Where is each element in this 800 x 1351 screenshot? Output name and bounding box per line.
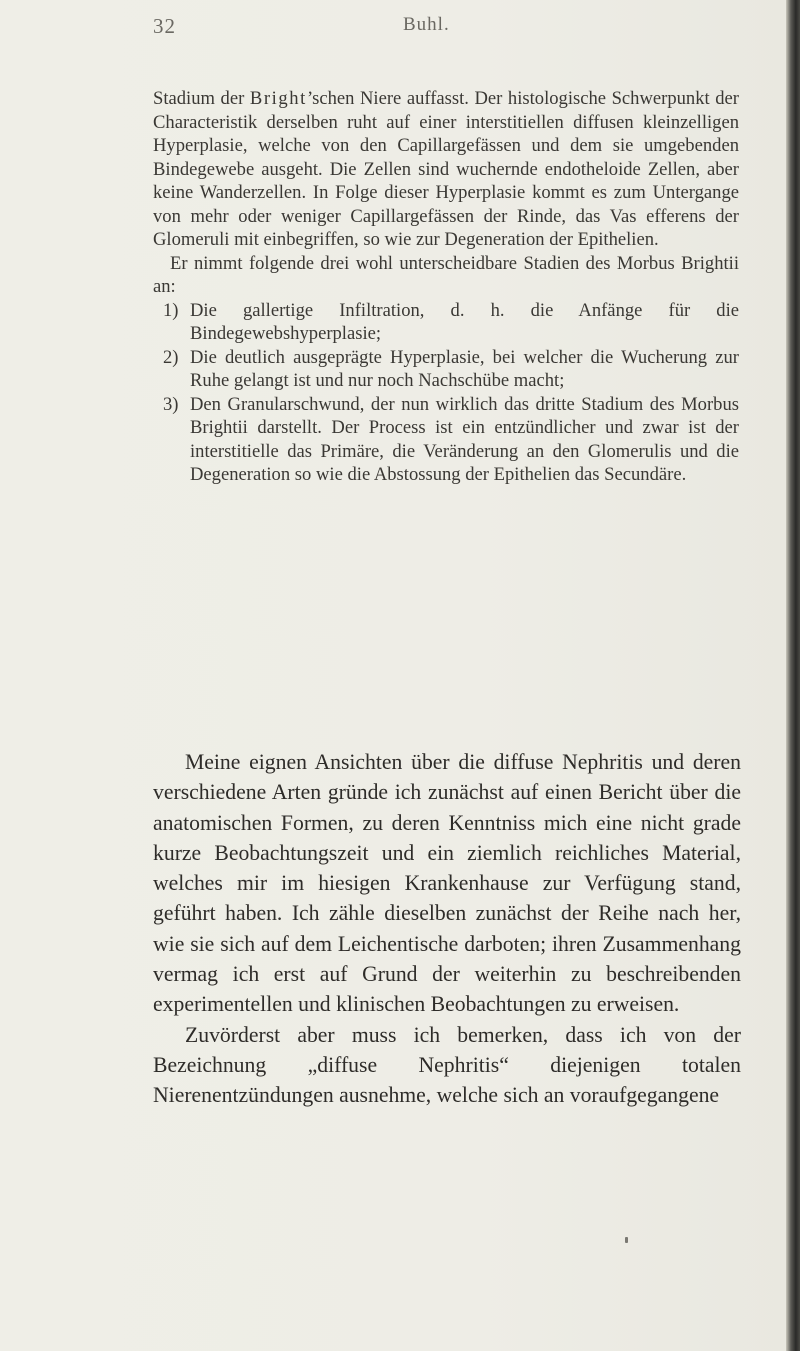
- paragraph-bright-kidney: [153, 87, 739, 252]
- list-number: 3): [163, 393, 179, 415]
- print-speck: [625, 1237, 628, 1243]
- page-number: 32: [153, 14, 176, 38]
- list-text: Die deutlich ausgeprägte Hyperplasie, bei welcher die Wucherung zur Ruhe gelangt ist und nur noch Nachschübe macht;: [190, 346, 739, 391]
- bright-name: Bright: [249, 88, 307, 109]
- list-number: 1): [163, 299, 179, 321]
- para1-rest: ’schen Niere auffasst. Der histologische Schwerpunkt der Characteristik derselben ruht auf einer interstitiellen diffusen kleinzelligen Hyperplasie, welche von den Capillargefässen und dem sie umgebenden Bindegewebe ausgeht. Die Zellen sind wuchernde endotheloide Zellen, aber keine Wanderzellen. In Folge dieser Hyperplasie kommt es zum Untergange von mehr oder weniger Capillargefässen der Rinde, das Vas efferens der Glomeruli mit einbegriffen, so wie zur Degeneration der Epithelien.: [153, 88, 739, 250]
- stages-list: [153, 299, 739, 487]
- main-text-section: [153, 747, 741, 1111]
- running-head: Buhl.: [403, 14, 450, 35]
- list-text: Den Granularschwund, der nun wirklich das dritte Stadium des Morbus Brightii darstellt. Der Process ist ein entzündlicher und zwar ist der interstitielle das Primäre, die Veränderung an den Glomerulis und die Degeneration so wie die Abstossung der Epithelien das Secundäre.: [190, 393, 739, 485]
- list-item: [163, 346, 739, 393]
- paragraph-stages-intro: Er nimmt folgende drei wohl unterscheidbare Stadien des Morbus Brightii an:: [153, 252, 739, 297]
- list-item: [163, 299, 739, 346]
- list-number: 2): [163, 346, 179, 368]
- page-header: [0, 14, 790, 44]
- list-item: [163, 393, 739, 487]
- list-text: Die gallertige Infiltration, d. h. die Anfänge für die Bindegewebshyperplasie;: [190, 299, 739, 344]
- para1-prefix: Stadium der: [153, 88, 250, 109]
- paragraph-terminology: Zuvörderst aber muss ich bemerken, dass ich von der Bezeichnung „diffuse Nephritis“ diejenigen totalen Nierenentzündungen ausnehme, welche sich an voraufgegangene: [153, 1022, 741, 1108]
- page-edge-shadow: [786, 0, 800, 1351]
- paragraph-own-views: Meine eignen Ansichten über die diffuse Nephritis und deren verschiedene Arten gründe ich zunächst auf einen Bericht über die anatomischen Formen, zu deren Kenntniss mich eine nicht grade kurze Beobachtungszeit und ein ziemlich reichliches Material, welches mir im hiesigen Krankenhause zur Verfügung stand, geführt haben. Ich zähle dieselben zunächst der Reihe nach her, wie sie sich auf dem Leichentische darboten; ihren Zusammenhang vermag ich erst auf Grund der weiterhin zu beschreibenden experimentellen und klinischen Beobachtungen zu erweisen.: [153, 750, 741, 1017]
- small-print-section: [153, 87, 739, 487]
